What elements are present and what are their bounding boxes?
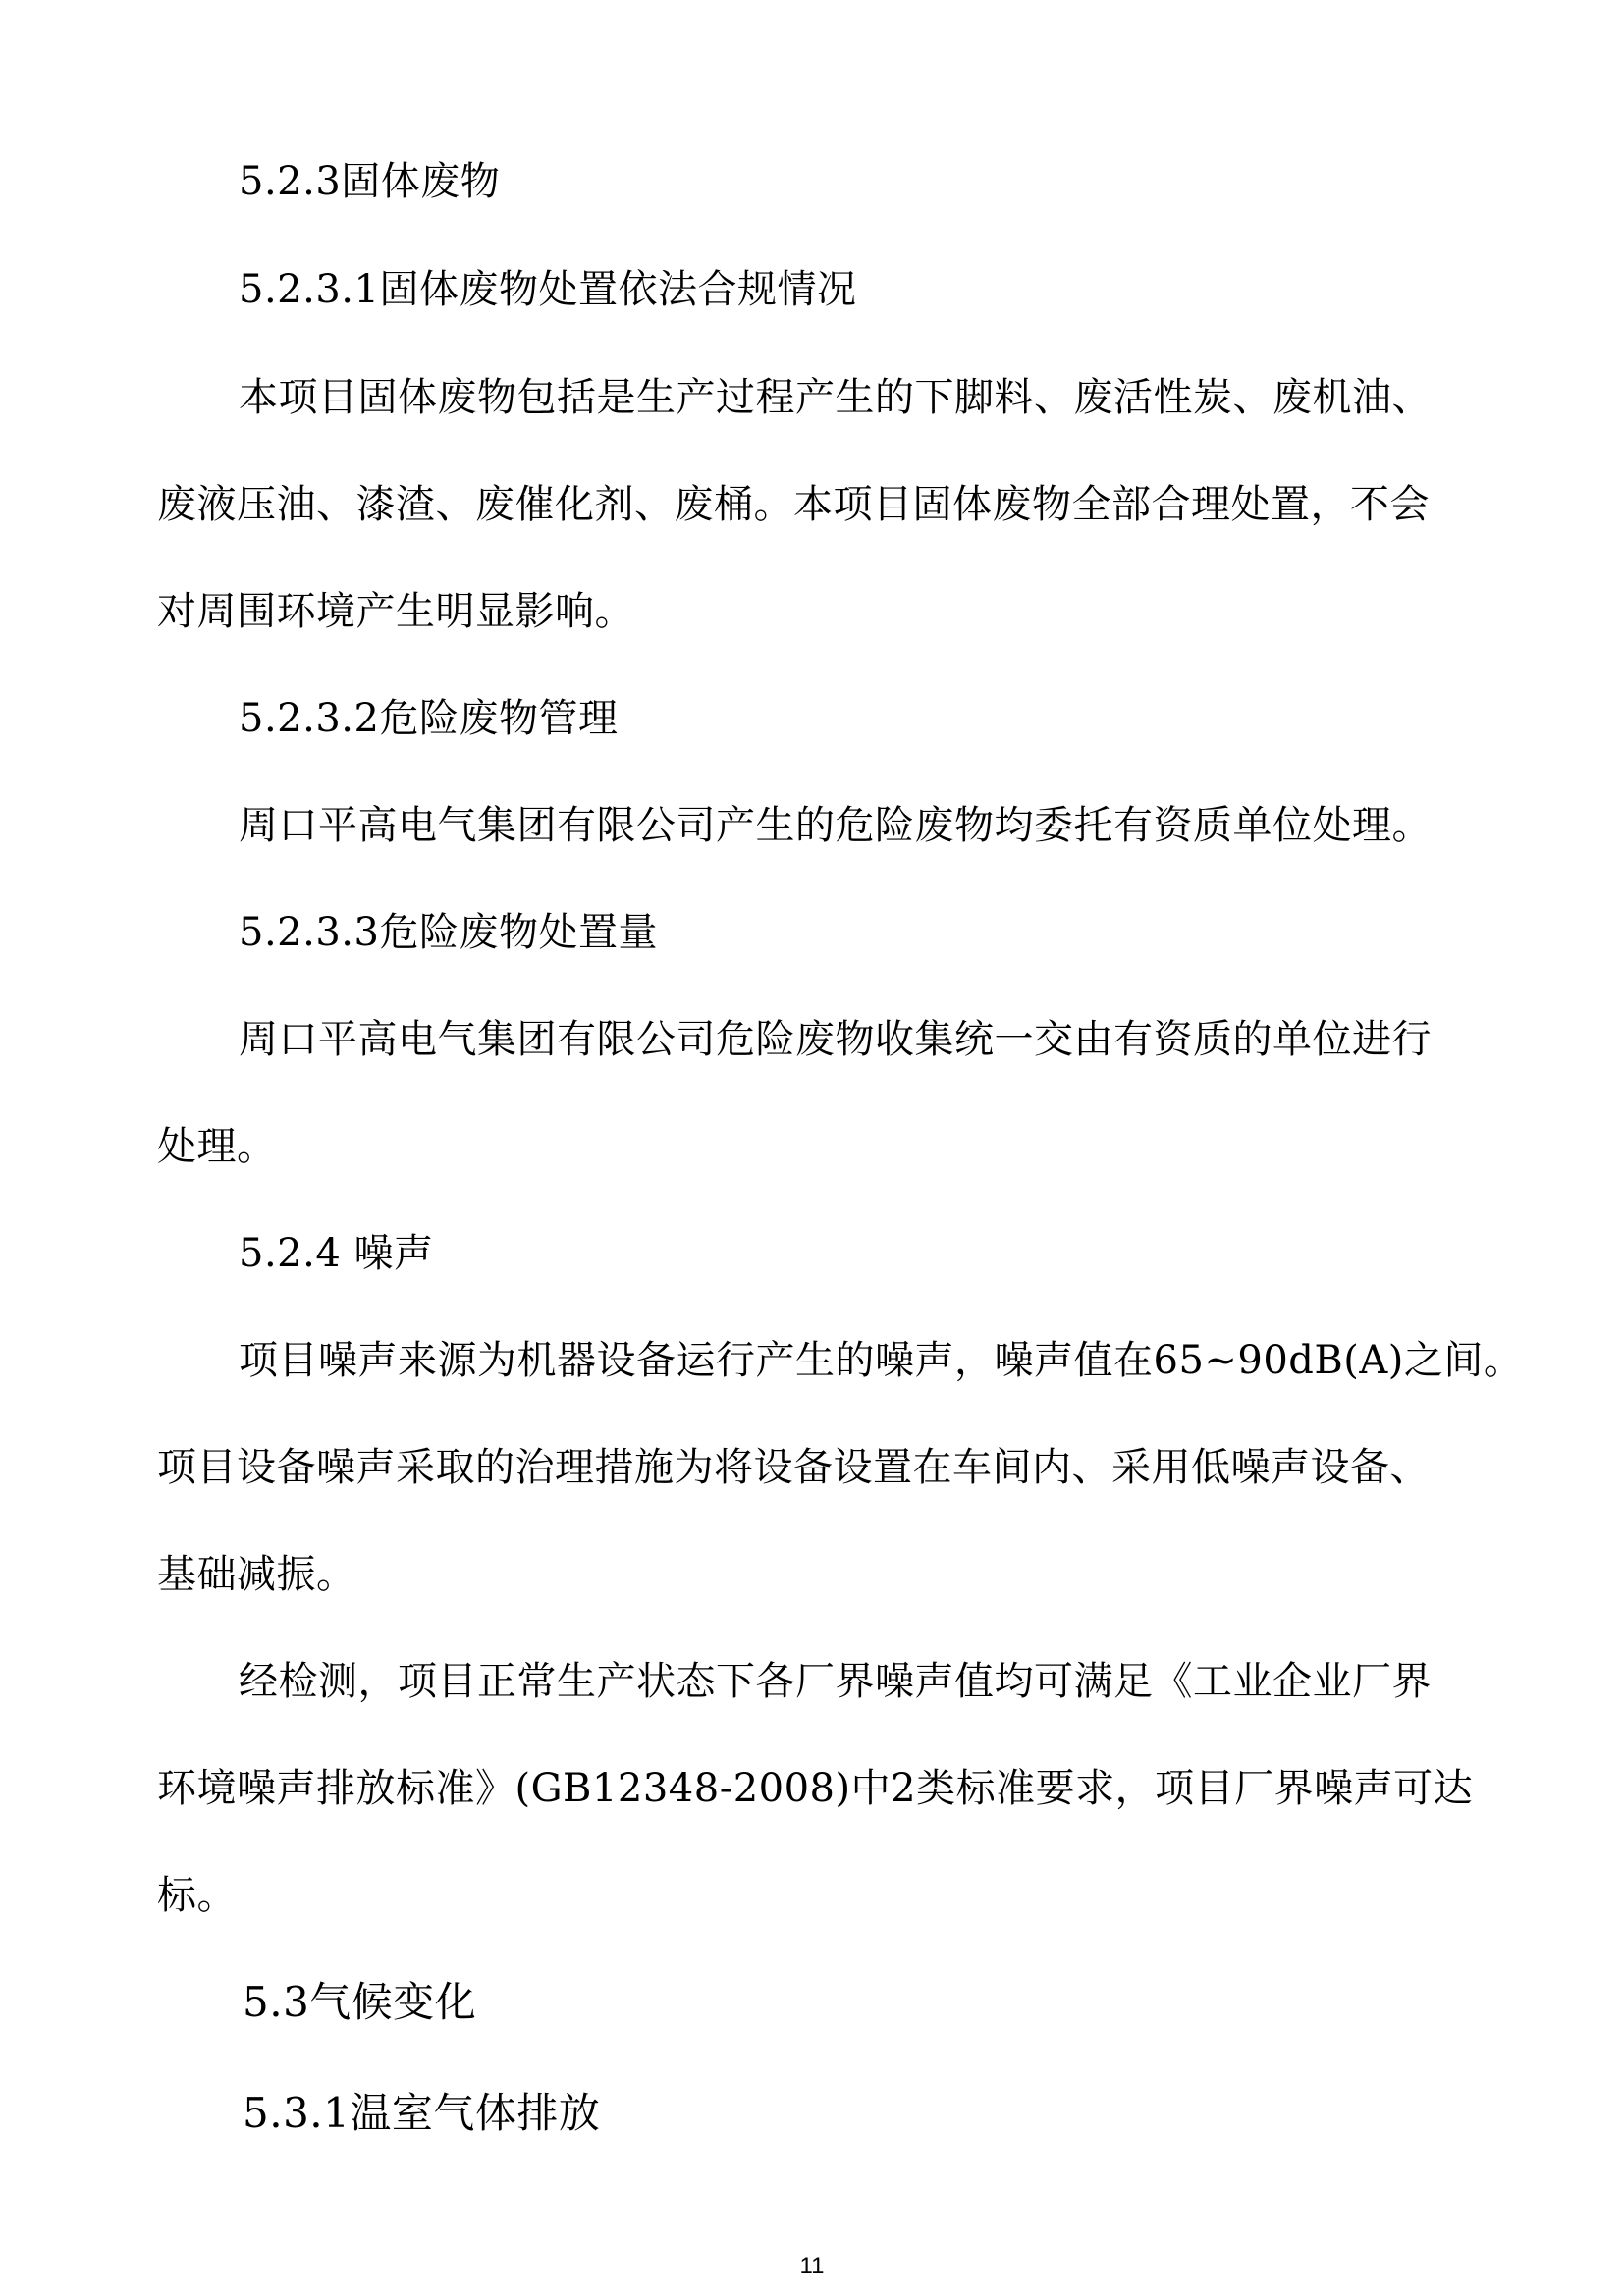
paragraph-5-2-3-1-line-3: 对周围环境产生明显影响。 [157,589,634,634]
heading-5-3: 5.3气候变化 [243,1978,477,2026]
heading-5-2-3: 5.2.3固体废物 [239,159,501,204]
heading-5-2-3-2: 5.2.3.2危险废物管理 [239,696,619,741]
paragraph-5-2-3-1-line-2: 废液压油、漆渣、废催化剂、废桶。本项目固体废物全部合理处置，不会 [157,482,1430,527]
heading-5-2-3-1: 5.2.3.1固体废物处置依法合规情况 [239,267,857,312]
paragraph-5-2-4-1-line-2: 项目设备噪声采取的治理措施为将设备设置在车间内、采用低噪声设备、 [157,1445,1430,1490]
paragraph-5-2-4-2-line-3: 标。 [157,1873,237,1918]
paragraph-5-2-3-2-line-1: 周口平高电气集团有限公司产生的危险废物均委托有资质单位处理。 [239,803,1432,848]
paragraph-5-2-4-2-line-1: 经检测，项目正常生产状态下各厂界噪声值均可满足《工业企业厂界 [239,1659,1432,1704]
paragraph-5-2-4-1-line-3: 基础减振。 [157,1552,356,1597]
paragraph-5-2-3-1-line-1: 本项目固体废物包括是生产过程产生的下脚料、废活性炭、废机油、 [239,375,1432,420]
heading-5-2-4: 5.2.4 噪声 [239,1231,434,1276]
paragraph-5-2-3-3-line-2: 处理。 [157,1124,277,1169]
paragraph-5-2-4-2-line-2: 环境噪声排放标准》(GB12348-2008)中2类标准要求，项目厂界噪声可达 [157,1766,1474,1811]
paragraph-5-2-4-1-line-1: 项目噪声来源为机器设备运行产生的噪声，噪声值在65~90dB(A)之间。 [239,1338,1524,1383]
page-number: 11 [799,2253,825,2279]
paragraph-5-2-3-3-line-1: 周口平高电气集团有限公司危险废物收集统一交由有资质的单位进行 [239,1017,1432,1062]
heading-5-2-3-3: 5.2.3.3危险废物处置量 [239,910,658,955]
heading-5-3-1: 5.3.1温室气体排放 [243,2089,601,2137]
